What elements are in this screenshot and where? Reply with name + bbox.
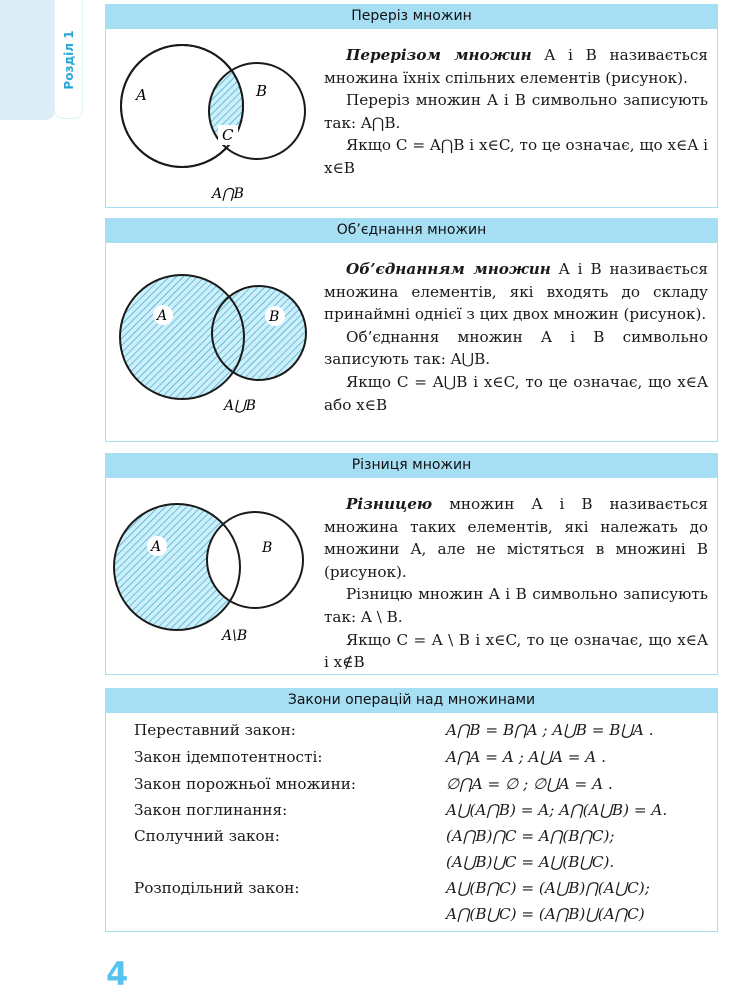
- label-c: C: [222, 126, 234, 144]
- caption-union: A⋃B: [224, 398, 256, 414]
- caption-difference: A\B: [222, 628, 248, 644]
- law-row-distributive-2: [106, 905, 719, 929]
- paragraph-definition: Перерізом множин A і B називається множина їхніх спільних елементів (рисунок).: [324, 46, 708, 87]
- chapter-label: Розділ 1: [62, 30, 76, 90]
- law-formula: A⋃(B⋂C) = (A⋃B)⋂(A⋃C);: [446, 879, 650, 897]
- law-row-idempotent: [106, 748, 719, 772]
- caption-intersection: A⋂B: [212, 186, 244, 202]
- label-b: B: [262, 540, 273, 556]
- paragraph-definition: Різницею множин A і B називається множина таких елементів, які належать до множини A, але не містяться в множині B (рисунок).: [324, 495, 708, 581]
- law-row-associative: [106, 827, 719, 851]
- law-formula: ∅⋂A = ∅ ; ∅⋃A = A .: [446, 775, 613, 793]
- law-formula: (A⋃B)⋃C = A⋃(B⋃C).: [446, 853, 615, 871]
- section-title-difference: Різниця множин: [105, 453, 718, 477]
- law-row-commutative: [106, 721, 719, 745]
- section-title-laws: Закони операцій над множинами: [105, 688, 718, 712]
- label-a: A: [136, 86, 147, 104]
- law-formula: A⋃(A⋂B) = A; A⋂(A⋃B) = A.: [446, 801, 668, 819]
- laws-table: [105, 712, 718, 932]
- law-row-distributive: [106, 879, 719, 903]
- page-number: 4: [106, 955, 129, 993]
- text-difference: [324, 493, 708, 674]
- law-row-associative-2: [106, 853, 719, 877]
- label-a: A: [151, 539, 162, 555]
- law-name: Сполучний закон:: [134, 827, 280, 845]
- law-name: Закон порожньої множини:: [134, 775, 356, 793]
- paragraph-symbol: Переріз множин A і B символьно записують так: A⋂B.: [324, 91, 708, 132]
- paragraph-meaning: Якщо C = A⋃B і x∈C, то це означає, що x∈A або x∈B: [324, 372, 708, 414]
- law-formula: A⋂B = B⋂A ; A⋃B = B⋃A .: [446, 721, 654, 739]
- paragraph-symbol: Об’єднання множин A і B символьно записують так: A⋃B.: [324, 327, 708, 369]
- law-name: Закон ідемпотентності:: [134, 748, 323, 766]
- law-formula: A⋂(B⋃C) = (A⋂B)⋃(A⋂C): [446, 905, 645, 923]
- law-formula: A⋂A = A ; A⋃A = A .: [446, 748, 606, 766]
- label-b: B: [269, 309, 280, 325]
- paragraph-symbol: Різницю множин A і B символьно записують так: A \ B.: [324, 585, 708, 626]
- law-row-empty-set: [106, 775, 719, 799]
- law-name: Переставний закон:: [134, 721, 296, 739]
- section-title-union: Об’єднання множин: [105, 218, 718, 242]
- law-name: Закон поглинання:: [134, 801, 288, 819]
- law-row-absorption: [106, 801, 719, 825]
- label-b: B: [256, 82, 268, 100]
- section-title-intersection: Переріз множин: [105, 4, 718, 28]
- paragraph-meaning: Якщо C = A⋂B і x∈C, то це означає, що x∈A і x∈B: [324, 136, 708, 177]
- paragraph-meaning: Якщо C = A \ B і x∈C, то це означає, що x∈A і x∉B: [324, 630, 708, 672]
- paragraph-definition: Об’єднанням множин A і B називається множина елементів, які входять до складу принаймні однієї з цих двох множин (рисунок).: [324, 260, 709, 324]
- law-name: Розподільний закон:: [134, 879, 300, 897]
- law-formula: (A⋂B)⋂C = A⋂(B⋂C);: [446, 827, 615, 845]
- label-a: A: [157, 308, 168, 324]
